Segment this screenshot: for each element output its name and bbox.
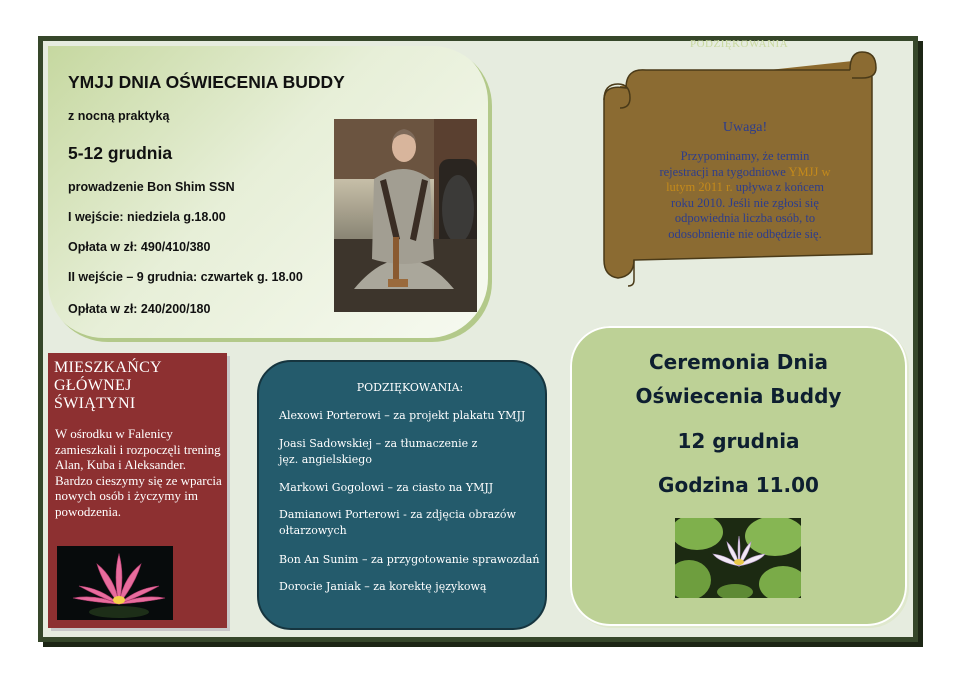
residents-body: W ośrodku w Falenicy zamieszkali i rozpoczęli trening Alan, Kuba i Aleksander. Bardzo cieszymy się ze wparcia nowych osób i życzymy im powodzenia. xyxy=(55,426,222,519)
thanks-heading: PODZIĘKOWANIA: xyxy=(356,381,464,394)
event-fee-2: Opłata w zł: 240/200/180 xyxy=(68,302,211,316)
thanks-item: Damianowi Porterowi - za zdjęcia obrazów ołtarzowych xyxy=(279,508,516,537)
residents-heading-line-3: ŚWIĄTYNI xyxy=(54,395,136,412)
notice-line-3-highlight: lutym 2011 r. xyxy=(666,180,733,194)
event-entry-2: II wejście – 9 grudnia: czwartek g. 18.00 xyxy=(68,270,303,284)
ceremony-date: 12 grudnia xyxy=(677,429,800,453)
event-dates: 5-12 grudnia xyxy=(68,143,173,163)
notice-text xyxy=(638,149,852,242)
notice-line-6: odosobnienie nie odbędzie się. xyxy=(668,226,822,241)
notice-line-2 xyxy=(638,165,852,181)
notice-line-3-text: upływa z końcem xyxy=(732,180,824,194)
watermark-text: PODZIĘKOWANIA xyxy=(690,38,789,50)
thanks-item: Bon An Sunim – za przygotowanie sprawozdań xyxy=(279,553,540,566)
notice-heading: Uwaga! xyxy=(722,120,768,135)
thanks-item: Dorocie Janiak – za korektę językową xyxy=(279,580,487,593)
ceremony-time: Godzina 11.00 xyxy=(658,473,819,497)
thanks-item: Joasi Sadowskiej – za tłumaczenie z jęz. angielskiego xyxy=(279,437,478,466)
thanks-item: Markowi Gogolowi – za ciasto na YMJJ xyxy=(279,481,494,494)
notice-line-3 xyxy=(638,180,852,196)
thanks-item: Alexowi Porterowi – za projekt plakatu YMJJ xyxy=(279,409,526,422)
event-lead: prowadzenie Bon Shim SSN xyxy=(68,180,235,194)
thanks-panel xyxy=(257,360,547,630)
residents-heading-line-1: MIESZKAŃCY xyxy=(54,359,162,376)
event-title: YMJJ DNIA OŚWIECENIA BUDDY xyxy=(68,72,345,92)
notice-line-1: Przypominamy, że termin xyxy=(680,149,810,163)
residents-heading-line-2: GŁÓWNEJ xyxy=(54,377,132,394)
notice-line-5: odpowiednia liczba osób, to xyxy=(674,211,816,225)
notice-line-4: roku 2010. Jeśli nie zgłosi się xyxy=(671,195,819,210)
event-fee-1: Opłata w zł: 490/410/380 xyxy=(68,240,211,254)
ceremony-title-line-2: Oświecenia Buddy xyxy=(635,384,842,408)
ceremony-title-line-1: Ceremonia Dnia xyxy=(649,350,828,374)
notice-scroll xyxy=(600,48,880,288)
event-subtitle: z nocną praktyką xyxy=(68,109,170,123)
residents-heading xyxy=(54,359,224,413)
notice-line-2-text: rejestracji na tygodniowe xyxy=(659,164,789,179)
water-lily-image xyxy=(675,518,801,598)
event-entry-1: I wejście: niedziela g.18.00 xyxy=(68,210,226,224)
notice-line-2-highlight: YMJJ w xyxy=(788,164,831,179)
teacher-photo xyxy=(334,119,477,312)
pink-lotus-image xyxy=(57,546,173,620)
